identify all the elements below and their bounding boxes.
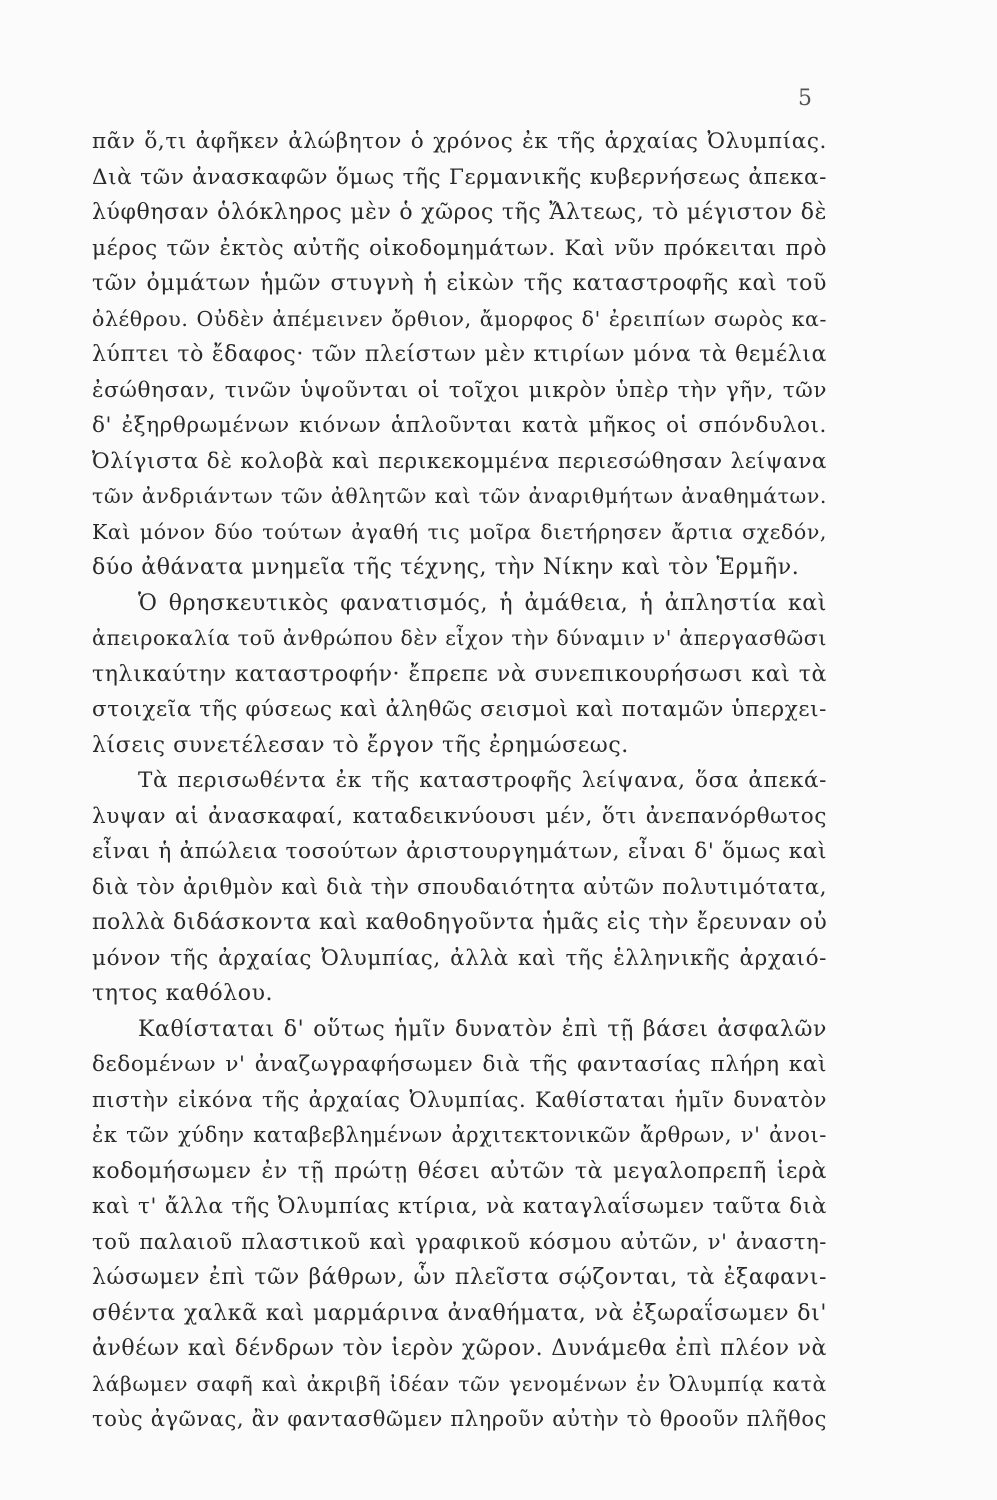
text-line: μόνον τῆς ἀρχαίας Ὀλυμπίας, ἀλλὰ καὶ τῆς ἑλληνικῆς ἀρχαιό-: [92, 945, 827, 971]
text-line: τῶν ἀνδριάντων τῶν ἀθλητῶν καὶ τῶν ἀναριθμήτων ἀναθημάτων.: [92, 484, 827, 508]
text-line: Καὶ μόνον δύο τούτων ἀγαθή τις μοῖρα διετήρησεν ἄρτια σχεδόν,: [92, 519, 827, 544]
text-line: ὀλέθρου. Οὐδὲν ἀπέμεινεν ὄρθιον, ἄμορφος δ' ἐρειπίων σωρὸς κα-: [92, 306, 827, 331]
text-line: λύπτει τὸ ἔδαφος· τῶν πλείστων μὲν κτιρίων μόνα τὰ θεμέλια: [92, 342, 827, 367]
text-line: δύο ἀθάνατα μνημεῖα τῆς τέχνης, τὴν Νίκην καὶ τὸν Ἑρμῆν.: [92, 555, 800, 580]
text-line: Καθίσταται δ' οὕτως ἡμῖν δυνατὸν ἐπὶ τῇ βάσει ἀσφαλῶν: [138, 1016, 827, 1042]
text-line: καὶ τ' ἄλλα τῆς Ὀλυμπίας κτίρια, νὰ καταγλαΐσωμεν ταῦτα διὰ: [92, 1194, 827, 1219]
text-line: τοῦ παλαιοῦ πλαστικοῦ καὶ γραφικοῦ κόσμου αὐτῶν, ν' ἀναστη-: [92, 1229, 827, 1254]
text-line: σθέντα χαλκᾶ καὶ μαρμάρινα ἀναθήματα, νὰ ἐξωραΐσωμεν δι': [92, 1300, 827, 1326]
text-line: δ' ἐξηρθρωμένων κιόνων ἁπλοῦνται κατὰ μῆκος οἱ σπόνδυλοι.: [92, 413, 827, 438]
text-line: πᾶν ὅ,τι ἀφῆκεν ἀλώβητον ὁ χρόνος ἐκ τῆς ἀρχαίας Ὀλυμπίας.: [92, 129, 827, 154]
text-line: εἶναι ἡ ἀπώλεια τοσούτων ἀριστουργημάτων, εἶναι δ' ὅμως καὶ: [92, 839, 827, 864]
text-line: Ὀλίγιστα δὲ κολοβὰ καὶ περικεκομμένα περιεσώθησαν λείψανα: [92, 448, 827, 474]
text-line: μέρος τῶν ἐκτὸς αὐτῆς οἰκοδομημάτων. Καὶ νῦν πρόκειται πρὸ: [92, 235, 827, 261]
text-line: τητος καθόλου.: [92, 981, 274, 1006]
text-line: ἐκ τῶν χύδην καταβεβλημένων ἀρχιτεκτονικῶν ἄρθρων, ν' ἀνοι-: [92, 1123, 827, 1147]
text-line: λώσωμεν ἐπὶ τῶν βάθρων, ὧν πλεῖστα σῴζονται, τὰ ἐξαφανι-: [92, 1265, 827, 1290]
text-line: ἀνθέων καὶ δένδρων τὸν ἱερὸν χῶρον. Δυνάμεθα ἐπὶ πλέον νὰ: [92, 1336, 827, 1361]
page-number: 5: [798, 86, 812, 111]
text-line: τηλικαύτην καταστροφήν· ἔπρεπε νὰ συνεπικουρήσωσι καὶ τὰ: [92, 661, 827, 687]
text-line: ἐσώθησαν, τινῶν ὑψοῦνται οἱ τοῖχοι μικρὸν ὑπὲρ τὴν γῆν, τῶν: [92, 377, 827, 403]
text-line: λάβωμεν σαφῆ καὶ ἀκριβῆ ἰδέαν τῶν γενομένων ἐν Ὀλυμπίᾳ κατὰ: [92, 1371, 827, 1396]
text-line: λίσεις συνετέλεσαν τὸ ἔργον τῆς ἐρημώσεως.: [92, 732, 629, 758]
text-line: πολλὰ διδάσκοντα καὶ καθοδηγοῦντα ἡμᾶς εἰς τὴν ἔρευναν οὐ: [92, 910, 828, 935]
text-line: Τὰ περισωθέντα ἐκ τῆς καταστροφῆς λείψανα, ὅσα ἀπεκά-: [138, 768, 827, 793]
text-line: Διὰ τῶν ἀνασκαφῶν ὅμως τῆς Γερμανικῆς κυβερνήσεως ἀπεκα-: [92, 164, 827, 190]
text-line: ἀπειροκαλία τοῦ ἀνθρώπου δὲν εἶχον τὴν δύναμιν ν' ἀπεργασθῶσι: [92, 626, 827, 650]
text-line: στοιχεῖα τῆς φύσεως καὶ ἀληθῶς σεισμοὶ καὶ ποταμῶν ὑπερχει-: [92, 697, 827, 722]
text-line: διὰ τὸν ἀριθμὸν καὶ διὰ τὴν σπουδαιότητα αὐτῶν πολυτιμότατα,: [92, 874, 827, 899]
text-line: τοὺς ἀγῶνας, ἂν φαντασθῶμεν πληροῦν αὐτὴν τὸ θροοῦν πλῆθος: [92, 1407, 827, 1431]
text-line: δεδομένων ν' ἀναζωγραφήσωμεν διὰ τῆς φαντασίας πλήρη καὶ: [92, 1052, 827, 1077]
text-line: λύφθησαν ὁλόκληρος μὲν ὁ χῶρος τῆς Ἄλτεως, τὸ μέγιστον δὲ: [92, 200, 827, 225]
text-line: πιστὴν εἰκόνα τῆς ἀρχαίας Ὀλυμπίας. Καθίσταται ἡμῖν δυνατὸν: [92, 1087, 827, 1112]
text-line: κοδομήσωμεν ἐν τῇ πρώτῃ θέσει αὐτῶν τὰ μεγαλοπρεπῆ ἱερὰ: [92, 1158, 827, 1184]
text-line: Ὁ θρησκευτικὸς φανατισμός, ἡ ἀμάθεια, ἡ ἀπληστία καὶ: [138, 590, 827, 616]
body-text: [92, 124, 827, 1438]
text-line: τῶν ὀμμάτων ἡμῶν στυγνὴ ἡ εἰκὼν τῆς καταστροφῆς καὶ τοῦ: [92, 271, 827, 296]
text-line: λυψαν αἱ ἀνασκαφαί, καταδεικνύουσι μέν, ὅτι ἀνεπανόρθωτος: [92, 803, 827, 829]
